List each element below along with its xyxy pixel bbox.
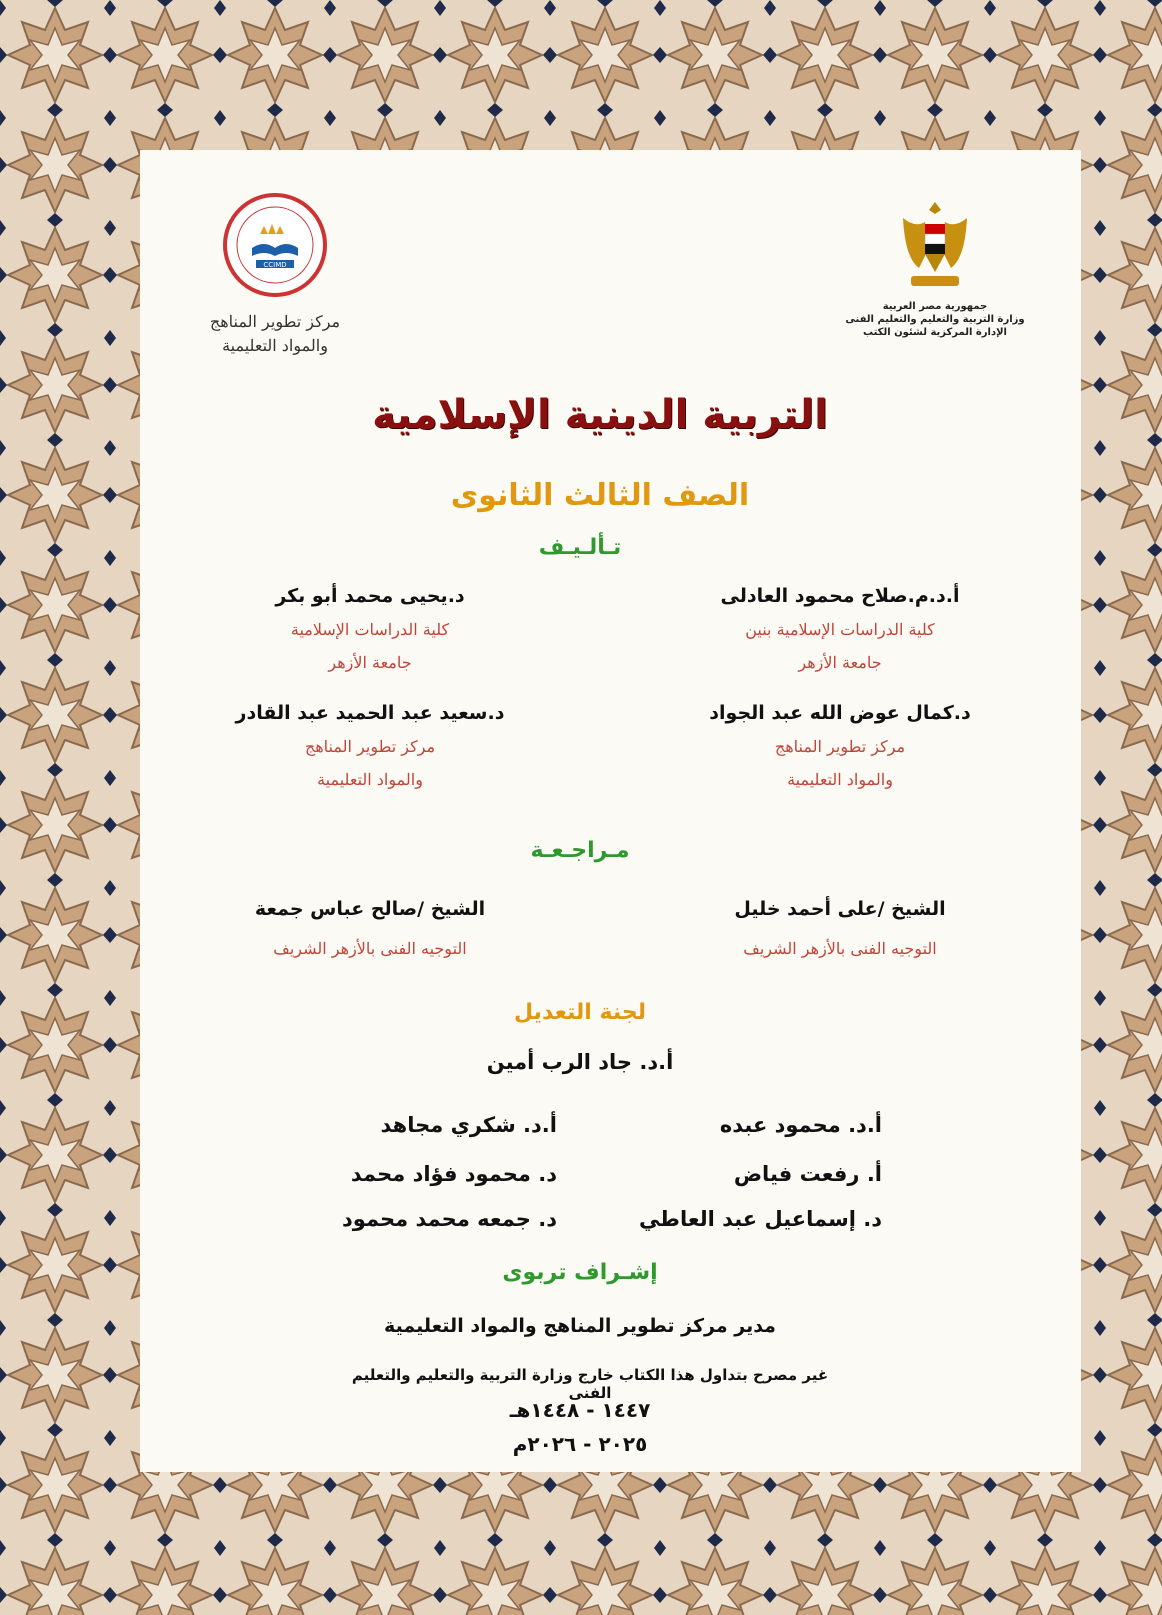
committee-head: أ.د. جاد الرب أمين xyxy=(486,1050,674,1074)
ministry-line-1: جمهورية مصر العربية xyxy=(882,301,988,312)
committee-member: أ.د. شكري مجاهد xyxy=(380,1113,557,1137)
reviewer-affiliation: التوجيه الفنى بالأزهر الشريف xyxy=(743,939,937,958)
author-name: د.يحيى محمد أبو بكر xyxy=(275,585,465,607)
author-card xyxy=(690,702,990,796)
reviewer-name: الشيخ /صالح عباس جمعة xyxy=(254,898,486,920)
author-name: د.سعيد عبد الحميد عبد القادر xyxy=(235,702,505,724)
review-heading: مـراجـعـة xyxy=(530,838,630,863)
grade-title: الصف الثالث الثانوى xyxy=(450,478,750,513)
ministry-line-2: وزارة التربية والتعليم والتعليم الفنى xyxy=(845,314,1025,325)
reviewer-name: الشيخ /على أحمد خليل xyxy=(734,898,946,920)
ccimd-logo-text: CCIMD xyxy=(263,261,287,269)
author-affiliation: كلية الدراسات الإسلامية بنين xyxy=(745,620,935,639)
committee-member: د. جمعه محمد محمود xyxy=(342,1207,557,1231)
reviewer-affiliation: التوجيه الفنى بالأزهر الشريف xyxy=(273,939,467,958)
gregorian-year: ٢٠٢٥ - ٢٠٢٦م xyxy=(512,1432,648,1456)
eagle-emblem-icon xyxy=(895,198,975,298)
ccimd-line-2: والمواد التعليمية xyxy=(222,336,328,355)
committee-heading: لجنة التعديل xyxy=(514,1000,646,1025)
committee-member: أ.د. محمود عبده xyxy=(719,1113,882,1137)
reviewer-card xyxy=(690,898,990,965)
hijri-year: ١٤٤٧ - ١٤٤٨هـ xyxy=(509,1398,651,1422)
ccimd-logo-icon xyxy=(220,190,330,300)
author-affiliation: جامعة الأزهر xyxy=(328,653,412,672)
distribution-notice: غير مصرح بتداول هذا الكتاب خارج وزارة التربية والتعليم والتعليم الفنى xyxy=(351,1366,829,1402)
authorship-heading: تـألـيـف xyxy=(538,535,622,560)
author-affiliation: جامعة الأزهر xyxy=(798,653,882,672)
author-affiliation: مركز تطوير المناهج xyxy=(304,737,436,756)
author-name: أ.د.م.صلاح محمود العادلى xyxy=(720,585,960,607)
ministry-header xyxy=(830,190,1040,355)
author-name: د.كمال عوض الله عبد الجواد xyxy=(709,702,971,724)
reviewer-card xyxy=(220,898,520,965)
author-card xyxy=(220,702,520,796)
author-card xyxy=(220,585,520,679)
book-title: التربية الدينية الإسلامية xyxy=(372,392,828,438)
author-affiliation: مركز تطوير المناهج xyxy=(774,737,906,756)
supervision-text: مدير مركز تطوير المناهج والمواد التعليمية xyxy=(384,1315,776,1337)
committee-member: أ. رفعت فياض xyxy=(733,1162,882,1186)
supervision-heading: إشـراف تربوى xyxy=(502,1260,658,1285)
ccimd-header xyxy=(195,190,355,380)
ministry-line-3: الإدارة المركزية لشئون الكتب xyxy=(863,327,1007,338)
author-card xyxy=(690,585,990,679)
committee-member: د. إسماعيل عبد العاطي xyxy=(638,1207,882,1231)
ccimd-line-1: مركز تطوير المناهج xyxy=(209,312,341,331)
author-affiliation: والمواد التعليمية xyxy=(317,770,423,789)
committee-member: د. محمود فؤاد محمد xyxy=(350,1162,557,1186)
author-affiliation: كلية الدراسات الإسلامية xyxy=(290,620,450,639)
author-affiliation: والمواد التعليمية xyxy=(787,770,893,789)
